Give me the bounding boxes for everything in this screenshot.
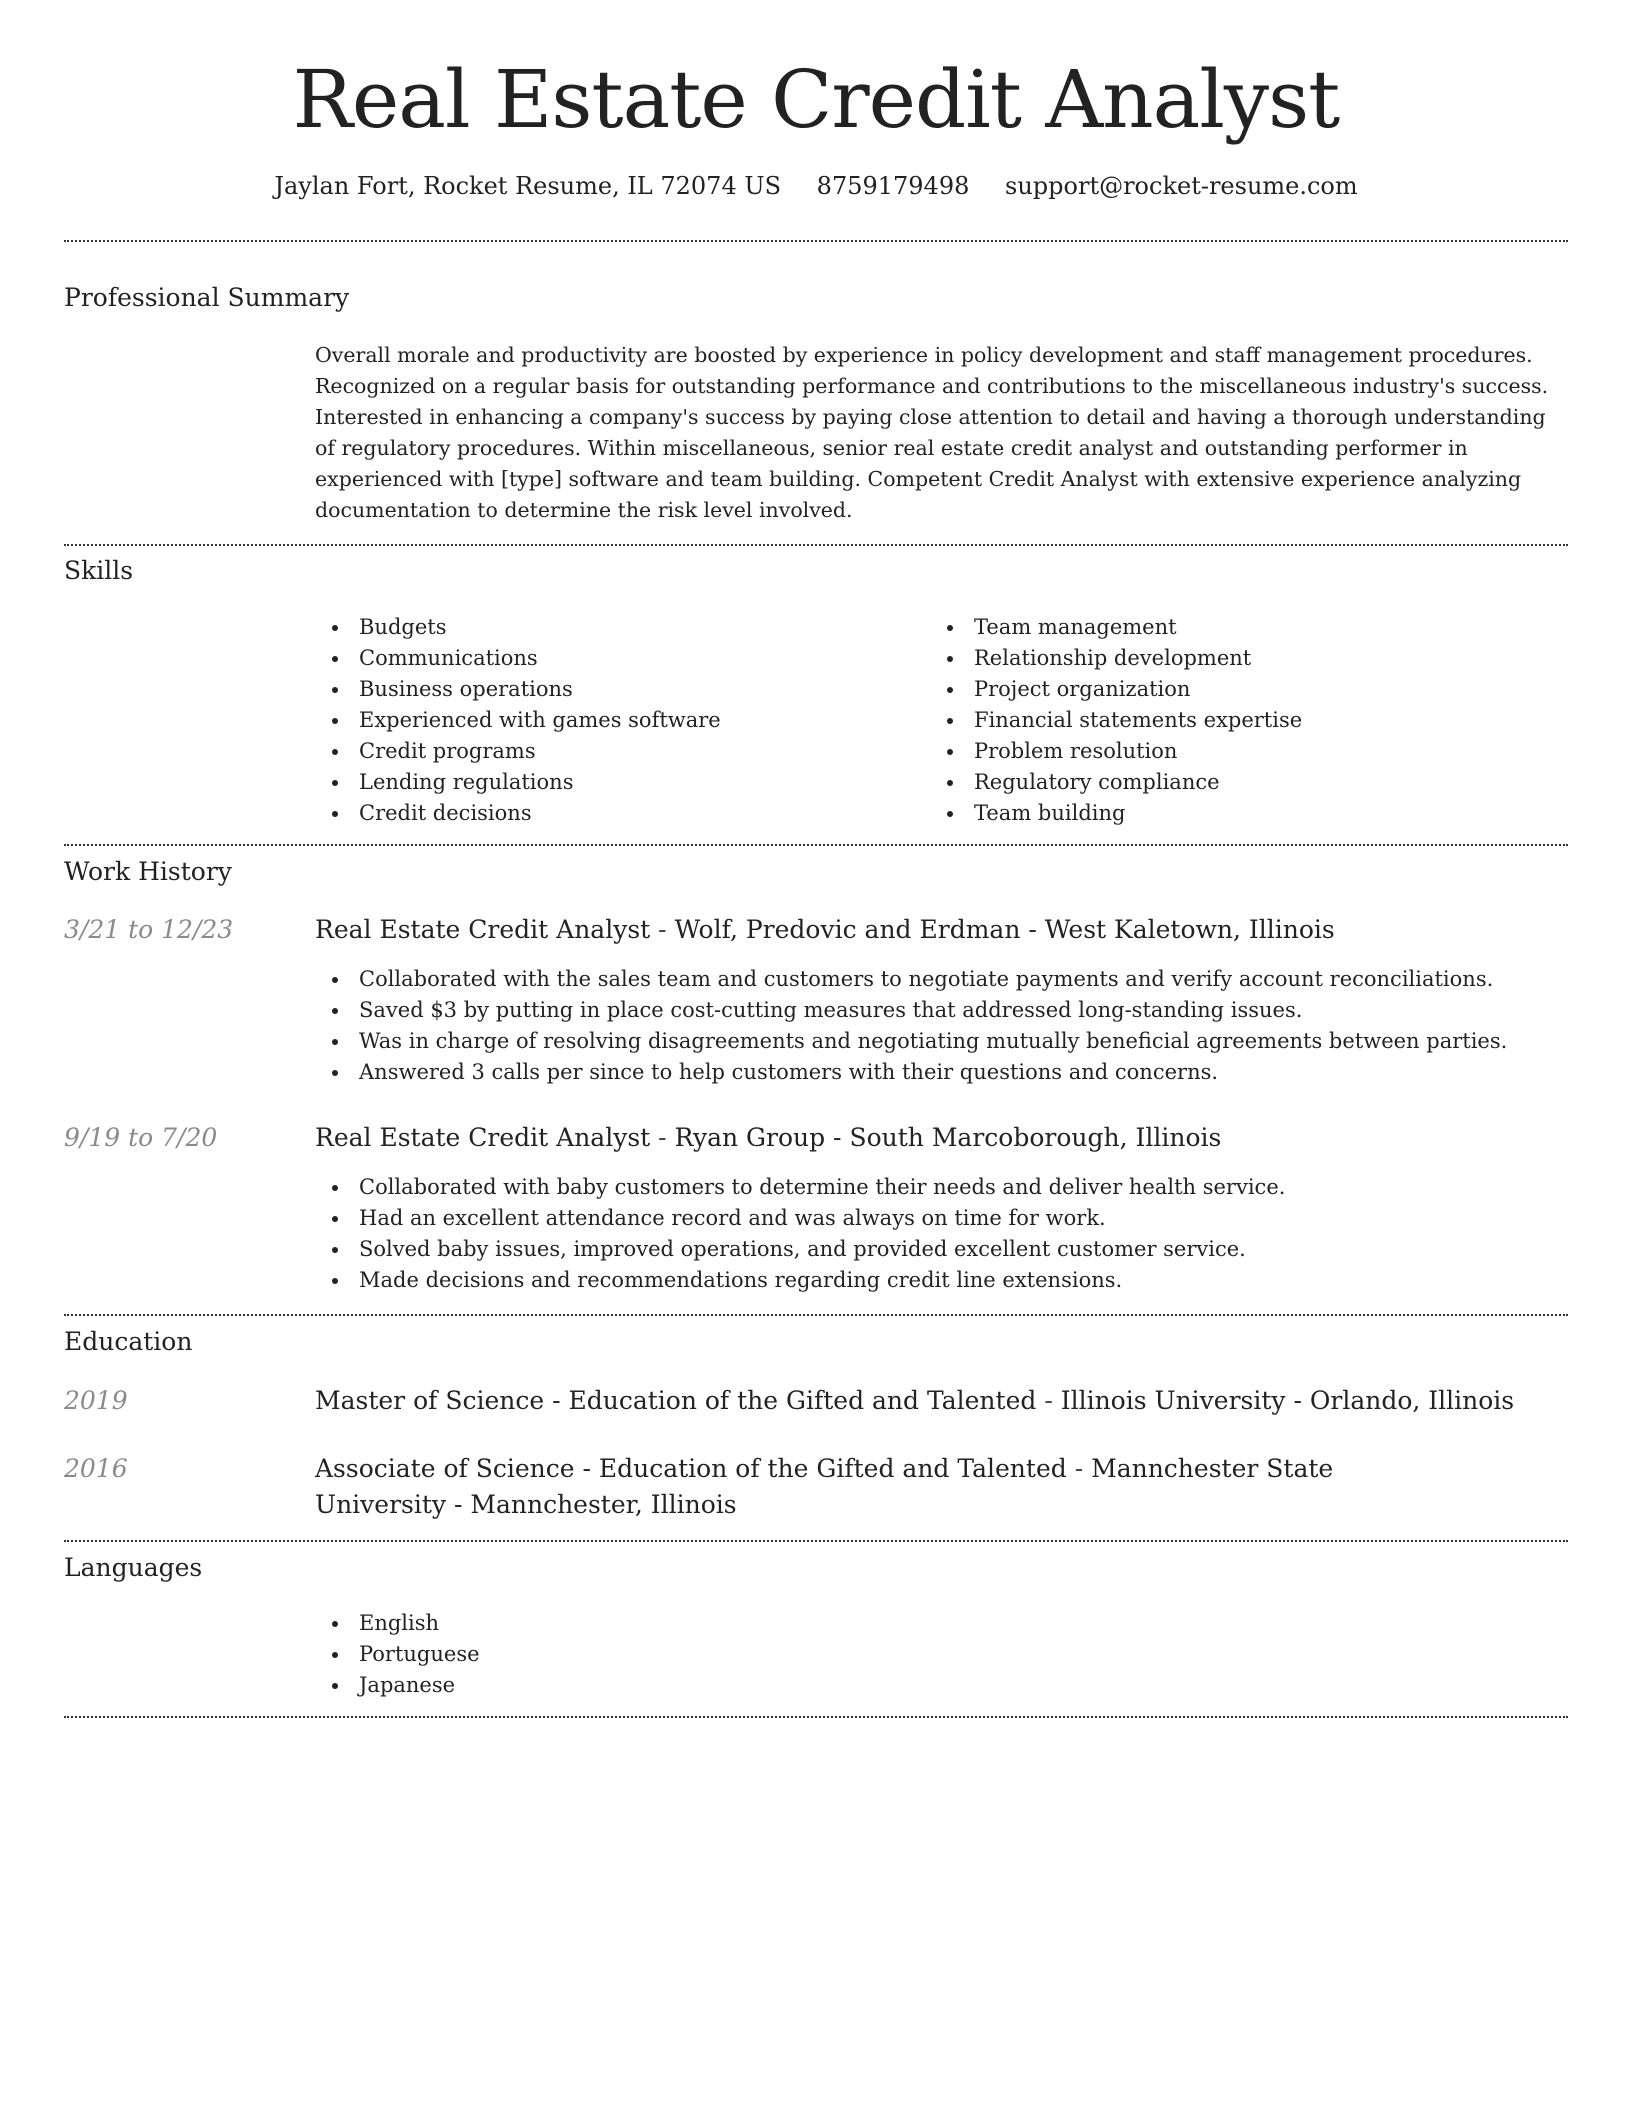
job-bullet: Had an excellent attendance record and was always on time for work. (315, 1203, 1285, 1234)
resume-page (64, 0, 1568, 2112)
job-title: Real Estate Credit Analyst (315, 915, 651, 944)
skill-item: Communications (315, 643, 721, 674)
section-divider (64, 240, 1568, 242)
section-divider (64, 1314, 1568, 1316)
section-divider (64, 1540, 1568, 1542)
skill-item: Lending regulations (315, 767, 721, 798)
education-degree: Master of Science - Education of the Gifted and Talented (315, 1386, 1037, 1415)
skill-item: Credit programs (315, 736, 721, 767)
section-divider (64, 844, 1568, 846)
job-dates: 9/19 to 7/20 (64, 1123, 218, 1152)
education-year: 2016 (64, 1454, 128, 1483)
skills-heading: Skills (64, 556, 134, 585)
languages-list (315, 1608, 480, 1701)
job-bullet: Made decisions and recommendations regarding credit line extensions. (315, 1265, 1285, 1296)
skill-item: Budgets (315, 612, 721, 643)
job-bullet: Solved baby issues, improved operations, and provided excellent customer service. (315, 1234, 1285, 1265)
section-divider (64, 1716, 1568, 1718)
education-school: Illinois University - Orlando, Illinois (1060, 1386, 1515, 1415)
job-separator: - (650, 1123, 675, 1152)
summary-heading: Professional Summary (64, 283, 350, 312)
language-item: Portuguese (315, 1639, 480, 1670)
job-title: Real Estate Credit Analyst (315, 1123, 651, 1152)
job-heading (315, 1120, 1565, 1156)
job-dates: 3/21 to 12/23 (64, 915, 234, 944)
job-heading (315, 912, 1565, 948)
education-heading: Education (64, 1327, 193, 1356)
contact-phone: 8759179498 (816, 172, 970, 200)
education-separator: - (1036, 1386, 1061, 1415)
education-entry (315, 1383, 1565, 1419)
skills-list-right (930, 612, 1302, 829)
job-bullet: Saved $3 by putting in place cost-cutting measures that addressed long-standing issues. (315, 995, 1507, 1026)
job-bullet: Collaborated with the sales team and customers to negotiate payments and verify account reconciliations. (315, 964, 1507, 995)
job-employer: Ryan Group - South Marcoborough, Illinois (674, 1123, 1222, 1152)
job-bullets (315, 964, 1507, 1088)
education-separator: - (1066, 1454, 1092, 1483)
summary-text: Overall morale and productivity are boosted by experience in policy development and staff management procedures. Recognized on a regular basis for outstanding performance and contributions to the miscellaneous industry's success. Interested in enhancing a company's success by paying close attention to detail and having a thorough understanding of regulatory procedures. Within miscellaneous, senior real estate credit analyst and outstanding performer in experienced with [type] software and team building. Competent Credit Analyst with extensive experience analyzing documentation to determine the risk level involved. (315, 343, 1549, 522)
resume-title: Real Estate Credit Analyst (292, 53, 1340, 146)
skill-item: Problem resolution (930, 736, 1302, 767)
job-separator: - (650, 915, 675, 944)
education-year: 2019 (64, 1386, 128, 1415)
languages-heading: Languages (64, 1553, 203, 1582)
education-degree: Associate of Science - Education of the Gifted and Talented (315, 1454, 1067, 1483)
skill-item: Credit decisions (315, 798, 721, 829)
skill-item: Team building (930, 798, 1302, 829)
job-bullet: Was in charge of resolving disagreements and negotiating mutually beneficial agreements between parties. (315, 1026, 1507, 1057)
job-bullets (315, 1172, 1285, 1296)
skill-item: Regulatory compliance (930, 767, 1302, 798)
work-heading: Work History (64, 857, 232, 886)
job-employer: Wolf, Predovic and Erdman - West Kaletown, Illinois (674, 915, 1335, 944)
contact-address: Jaylan Fort, Rocket Resume, IL 72074 US (274, 172, 782, 200)
skill-item: Experienced with games software (315, 705, 721, 736)
education-school: Mannchester State University - Mannchester, Illinois (315, 1454, 1334, 1519)
education-entry (315, 1451, 1465, 1523)
contact-email[interactable]: support@rocket-resume.com (1005, 172, 1358, 200)
skills-list-left (315, 612, 721, 829)
language-item: Japanese (315, 1670, 480, 1701)
language-item: English (315, 1608, 480, 1639)
skill-item: Project organization (930, 674, 1302, 705)
skill-item: Financial statements expertise (930, 705, 1302, 736)
job-bullet: Collaborated with baby customers to determine their needs and deliver health service. (315, 1172, 1285, 1203)
skill-item: Business operations (315, 674, 721, 705)
section-divider (64, 544, 1568, 546)
contact-line (64, 168, 1568, 204)
skill-item: Relationship development (930, 643, 1302, 674)
job-bullet: Answered 3 calls per since to help customers with their questions and concerns. (315, 1057, 1507, 1088)
skill-item: Team management (930, 612, 1302, 643)
